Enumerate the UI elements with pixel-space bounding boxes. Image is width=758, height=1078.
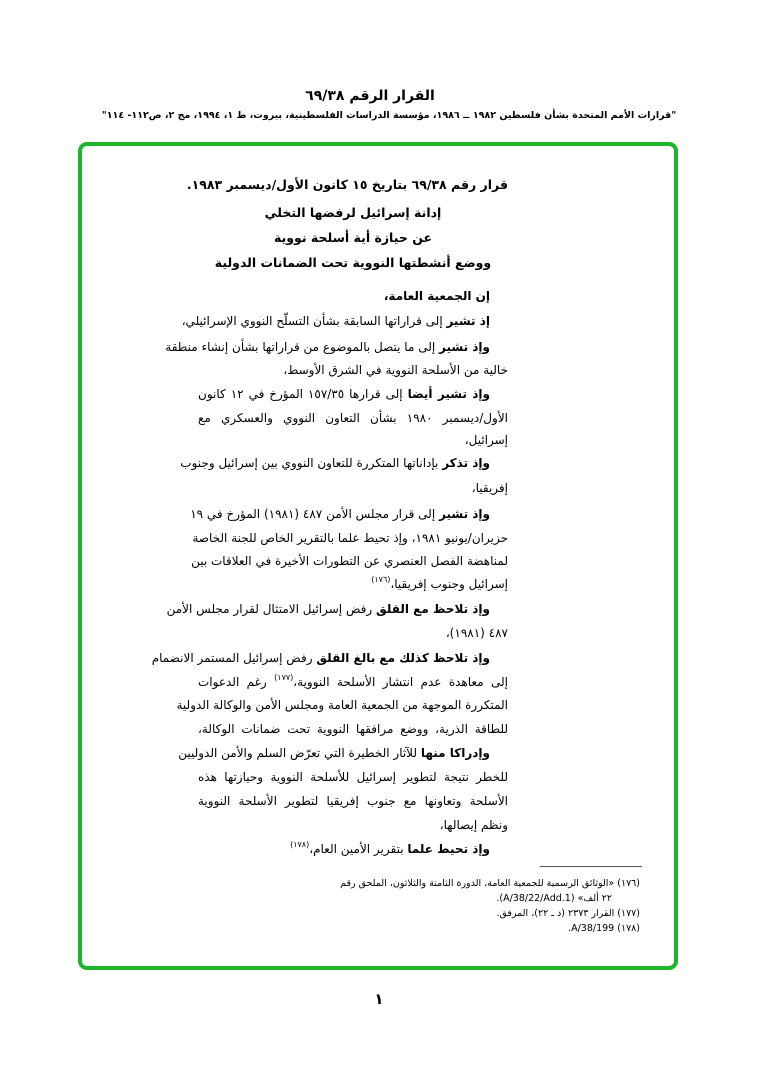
- body-text-line: [198, 720, 508, 738]
- line-text: الأول/ديسمبر ١٩٨٠ بشأن التعاون النووي والعسكري مع: [198, 411, 508, 425]
- footnote-divider: [540, 866, 642, 867]
- body-text-line: [198, 768, 508, 786]
- emphasized-phrase: وإذ تشير أيضا: [407, 387, 491, 401]
- line-text: بإداناتها المتكررة للتعاون النووي بين إسرائيل وجنوب: [180, 456, 443, 470]
- subject-title-line: [198, 254, 508, 272]
- line-text: إسرائيل،: [464, 433, 508, 447]
- line-text: إلى قراراتها السابقة بشأن التسلّح النووي الإسرائيلي،: [181, 314, 447, 328]
- body-text-line: [176, 696, 508, 714]
- line-text: ونظم إيصالها،: [439, 818, 508, 832]
- line-text: للطاقة الذرية، ووضع مرافقها النووية تحت ضمانات الوكالة،: [198, 722, 508, 736]
- body-text-line: [165, 338, 490, 356]
- body-text-line: [178, 744, 490, 762]
- footnote-reference[interactable]: (١٧٨): [290, 840, 310, 849]
- line-text: لمناهضة الفصل العنصري عن التطورات الأخيرة في العلاقات بين: [191, 554, 508, 568]
- line-text: حزيران/يونيو ١٩٨١، وإذ تحيط علما بالتقرير الخاص للجنة الخاصة: [192, 531, 508, 545]
- line-text: إلى قرار مجلس الأمن ٤٨٧ (١٩٨١) المؤرخ في ١٩: [190, 507, 439, 521]
- body-text-line: [198, 385, 490, 403]
- body-text-line: [166, 600, 490, 618]
- body-text-line: [192, 529, 508, 547]
- line-text: رغم الدعوات: [198, 675, 275, 689]
- emphasized-phrase: وإذ تلاحظ مع القلق: [376, 602, 490, 616]
- emphasized-phrase: وإذ تشير: [439, 340, 490, 354]
- body-text-line: [198, 479, 508, 497]
- resolution-heading: [186, 176, 508, 194]
- body-text-line: [198, 840, 490, 858]
- line-text: بتقرير الأمين العام،: [309, 842, 408, 856]
- emphasized-phrase: وإذ تحيط علما: [407, 842, 490, 856]
- line-text: الأسلحة وتعاونها مع جنوب إفريقيا لتطوير الأسلحة النووية: [198, 794, 508, 808]
- footnote-reference[interactable]: (١٧٦): [371, 575, 391, 584]
- line-text: إفريقيا،: [471, 481, 508, 495]
- emphasized-phrase: إن الجمعية العامة،: [383, 289, 490, 303]
- body-text-line: [198, 816, 508, 834]
- emphasized-phrase: إذ تشير: [446, 314, 490, 328]
- footnote-line: ٢٢ ألف» (A/38/22/Add.1).: [496, 893, 612, 904]
- line-text: خالية من الأسلحة النووية في الشرق الأوسط،: [283, 363, 508, 377]
- line-text: إلى معاهدة عدم انتشار الأسلحة النووية،: [293, 675, 509, 689]
- body-text-line: [198, 624, 508, 642]
- body-text-line: [181, 312, 490, 330]
- body-text-line: [180, 454, 490, 472]
- line-text: للخطر نتيجة لتطوير إسرائيل للأسلحة النووية وحيازتها هذه: [198, 770, 508, 784]
- body-text-line: [198, 673, 508, 691]
- footnote-reference[interactable]: (١٧٧): [274, 673, 294, 682]
- document-title: القرار الرقم ٦٩/٣٨: [305, 88, 435, 104]
- footnote-line: (١٧٨) A/38/199.: [568, 923, 640, 934]
- body-text-line: [198, 431, 508, 449]
- emphasized-phrase: قرار رقم ٦٩/٣٨ بتاريخ ١٥ كانون الأول/ديسمبر ١٩٨٣.: [186, 177, 508, 192]
- emphasized-phrase: ووضع أنشطتها النووية تحت الضمانات الدولية: [214, 255, 492, 270]
- emphasized-phrase: وإذ تذكر: [442, 456, 490, 470]
- line-text: إسرائيل وجنوب إفريقيا،: [390, 577, 508, 591]
- line-text: للآثار الخطيرة التي تعرّض السلم والأمن الدوليين: [178, 746, 421, 760]
- emphasized-phrase: إدانة إسرائيل لرفضها التخلي: [264, 205, 442, 220]
- line-text: ٤٨٧ (١٩٨١)،: [445, 626, 508, 640]
- line-text: إلى ما يتصل بالموضوع من قراراتها بشأن إنشاء منطقة: [165, 340, 439, 354]
- body-text-line: [198, 361, 508, 379]
- subject-title-line: [198, 229, 508, 247]
- emphasized-phrase: وإذ تشير: [439, 507, 490, 521]
- body-text-line: [190, 505, 490, 523]
- preamble-opening: [198, 287, 490, 305]
- body-text-line: [198, 792, 508, 810]
- subject-title-line: [198, 204, 508, 222]
- line-text: رفض إسرائيل الامتثال لقرار مجلس الأمن: [166, 602, 377, 616]
- emphasized-phrase: عن حيازة أية أسلحة نووية: [274, 230, 432, 245]
- body-text-line: [198, 575, 508, 593]
- body-text-line: [151, 649, 490, 667]
- body-text-line: [191, 552, 508, 570]
- footnote-line: (١٧٦) «الوثائق الرسمية للجمعية العامة، الدورة الثامنة والثلاثون، الملحق رقم: [340, 878, 640, 889]
- line-text: إلى قرارها ١٥٧/٣٥ المؤرخ في ١٢ كانون: [198, 387, 408, 401]
- line-text: رفض إسرائيل المستمر الانضمام: [151, 651, 317, 665]
- source-citation: "قرارات الأمم المتحدة بشأن فلسطين ١٩٨٢ ــ ١٩٨٦، مؤسسة الدراسات الفلسطينية، بيروت، ط ١، ١٩٩٤، مج ٢، ص١١٢- ١١٤": [101, 110, 677, 121]
- line-text: المتكررة الموجهة من الجمعية العامة ومجلس الأمن والوكالة الدولية: [176, 698, 508, 712]
- emphasized-phrase: وإدراكا منها: [420, 746, 490, 760]
- body-text-line: [198, 409, 508, 427]
- emphasized-phrase: وإذ تلاحظ كذلك مع بالغ القلق: [316, 651, 490, 665]
- footnote-line: (١٧٧) القرار ٢٣٧٣ (د ـ ٢٢)، المرفق.: [496, 908, 640, 919]
- page-number: ١: [374, 990, 384, 1008]
